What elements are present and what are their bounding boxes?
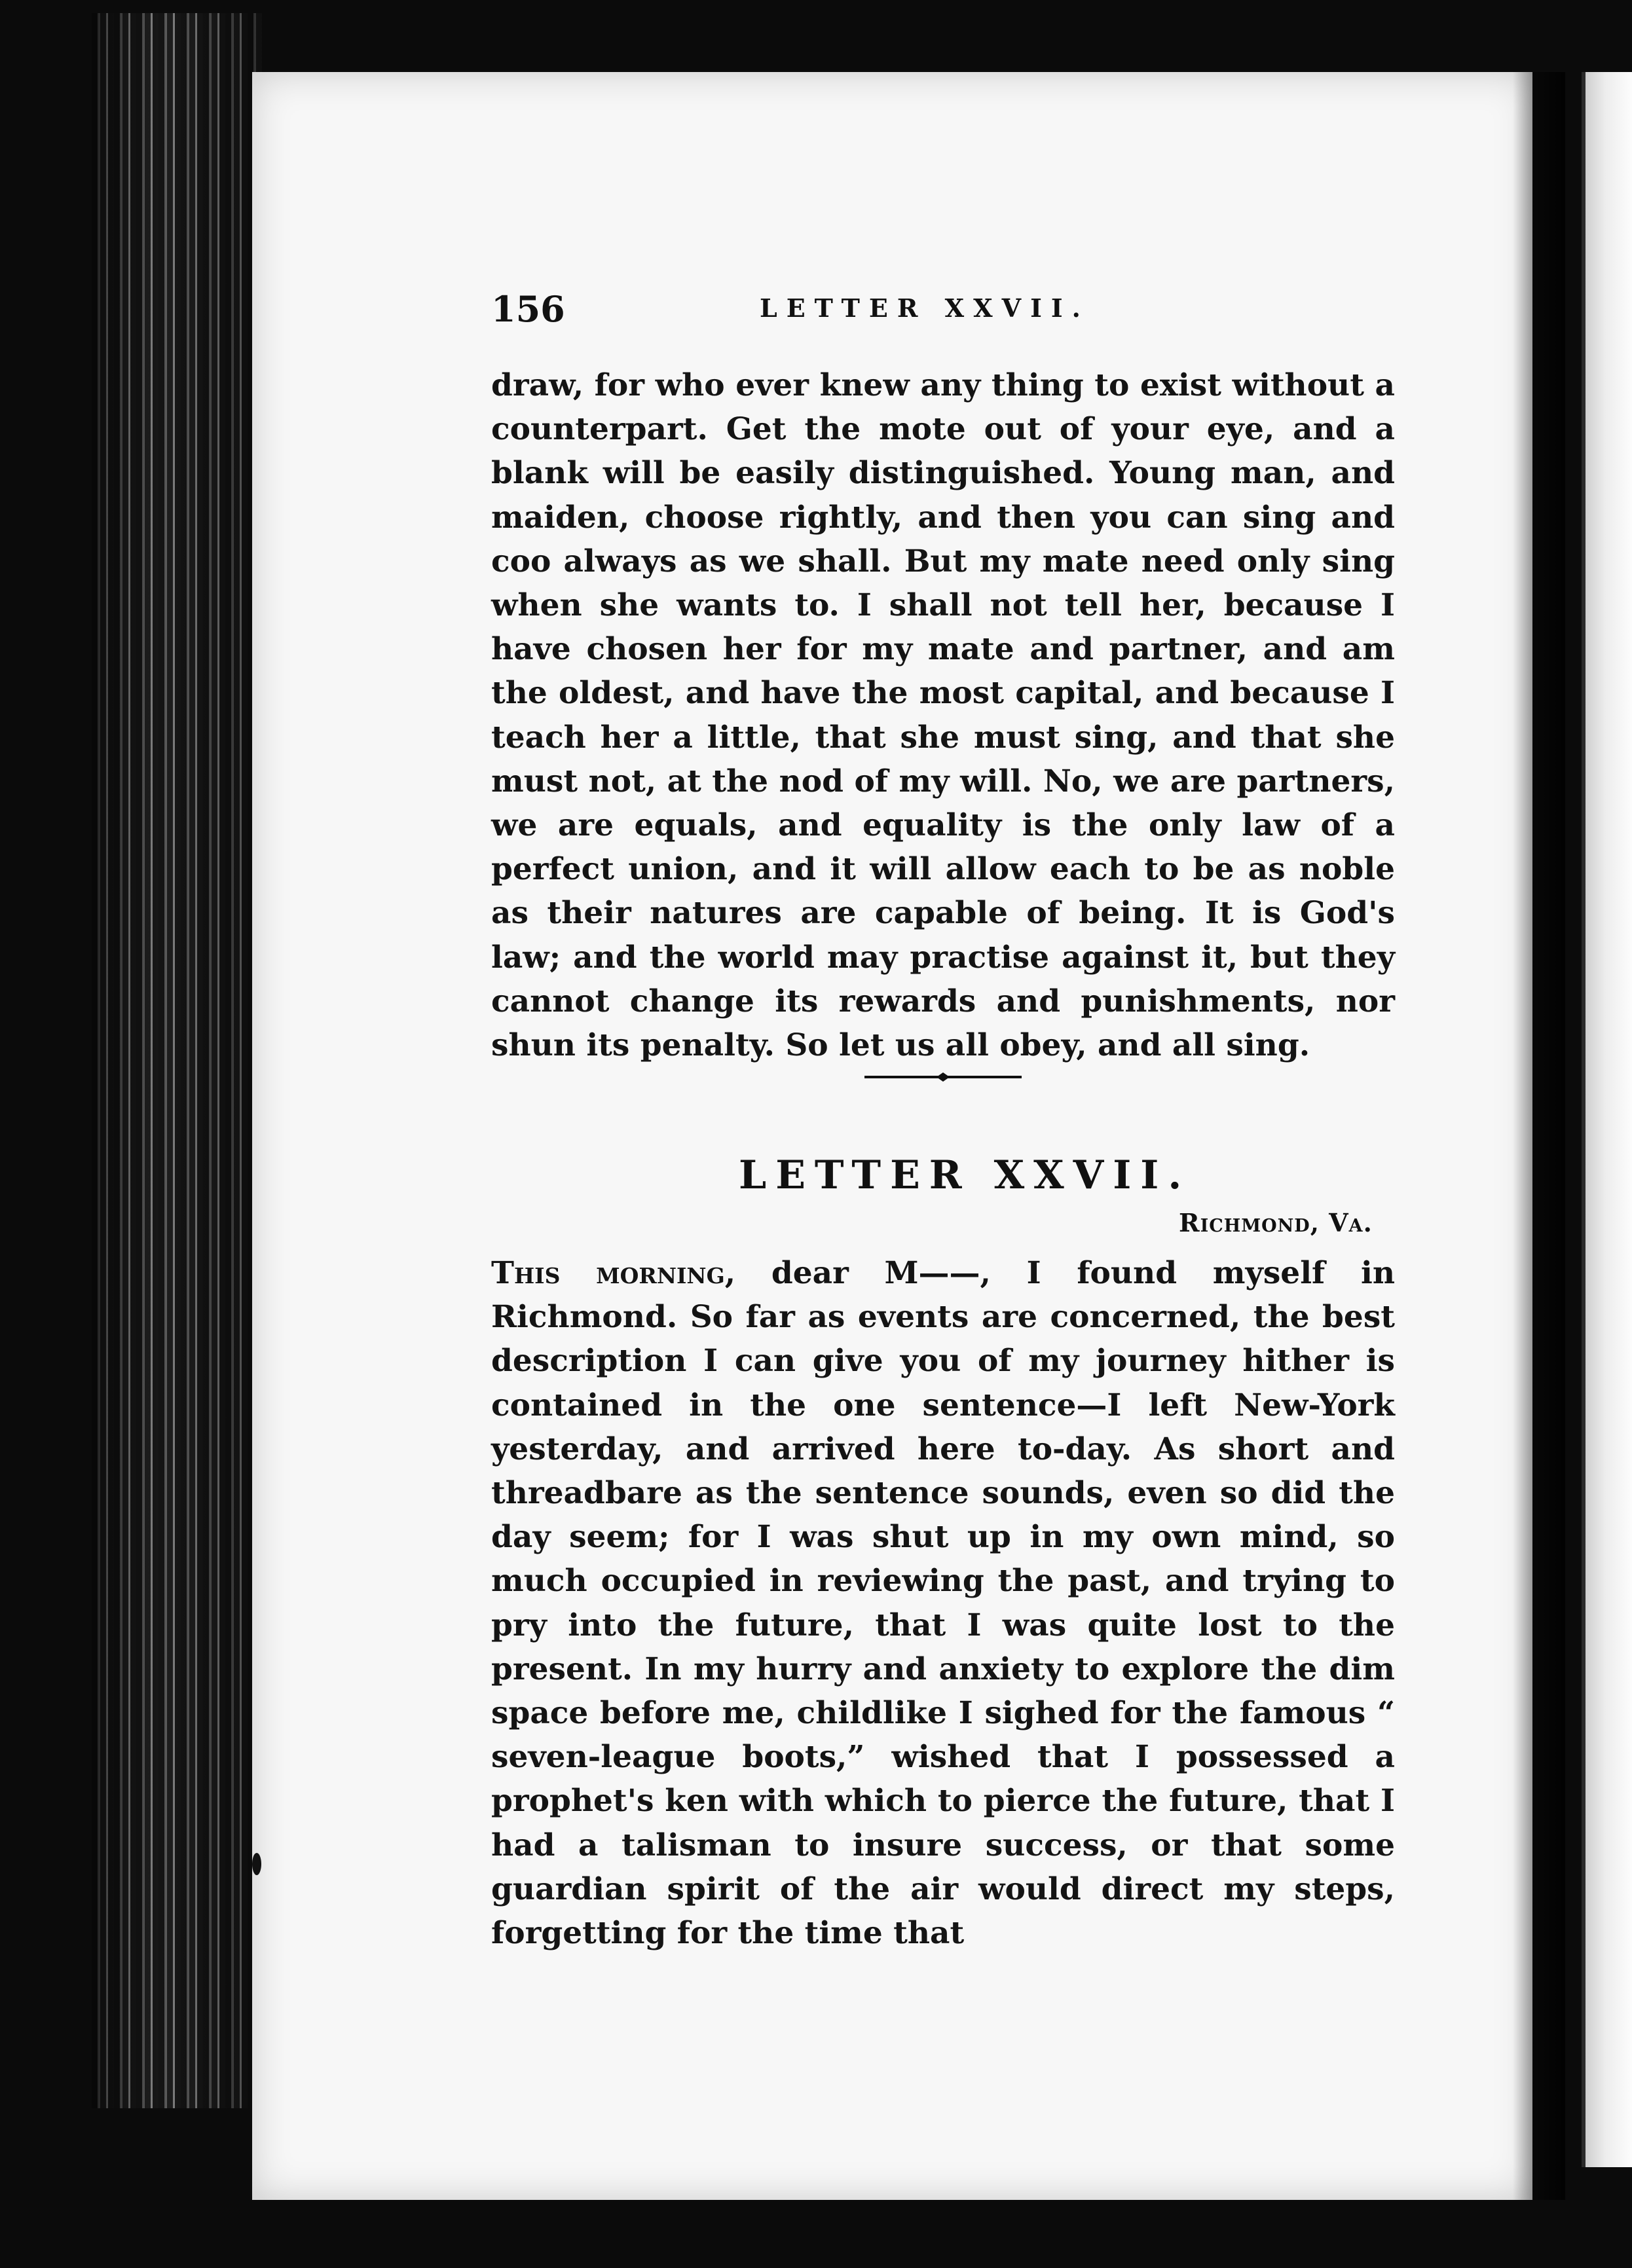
continuation-paragraph (491, 363, 1395, 1067)
page-number: 156 (491, 288, 565, 330)
letter-paragraph (491, 1251, 1395, 1955)
letter-lead-words: This morning, (491, 1255, 736, 1291)
letter-title: LETTER XXVII. (739, 1152, 1191, 1198)
continuation-text: draw, for who ever knew any thing to exist without a counterpart. Get the mote out of your eye, and a blank will be easily distinguished. Young man, and maiden, choose rightly, and then you can sing and coo always as we shall. But my mate need only sing when she wants to. I shall not tell her, because I have chosen her for my mate and partner, and am the oldest, and have the most capital, and because I teach her a little, that she must sing, and that she must not, at the nod of my will. No, we are partners, we are equals, and equality is the only law of a perfect union, and it will allow each to be as noble as their natures are capable of being. It is God's law; and the world may practise against it, but they cannot change its rewards and punishments, nor shun its penalty. So let us all obey, and all sing. (491, 367, 1395, 1064)
section-divider-ornament (864, 1067, 1022, 1087)
running-head: LETTER XXVII. (760, 293, 1090, 323)
book-binding-shadow (92, 13, 262, 2108)
facing-page-edge (1582, 72, 1632, 2167)
letter-text: dear M——, I found myself in Richmond. So far as events are concerned, the best description I can give you of my journey hither is contained in the one sentence—I left New-York yesterday, and arrived here to-day. As short and threadbare as the sentence sounds, even so did the day seem; for I was shut up in my own mind, so much occupied in reviewing the past, and trying to pry into the future, that I was quite lost to the present. In my hurry and anxiety to explore the dim space before me, childlike I sighed for the famous “ seven-league boots,” wished that I possessed a prophet's ken with which to pierce the future, that I had a talisman to insure success, or that some guardian spirit of the air would direct my steps, forgetting for the time that (491, 1255, 1395, 1952)
letter-body (491, 1251, 1395, 1955)
ink-speck (252, 1853, 261, 1875)
page-header (491, 288, 1474, 340)
page-gutter-shadow (1513, 72, 1565, 2200)
letter-place: Richmond, Va. (1179, 1208, 1373, 1237)
